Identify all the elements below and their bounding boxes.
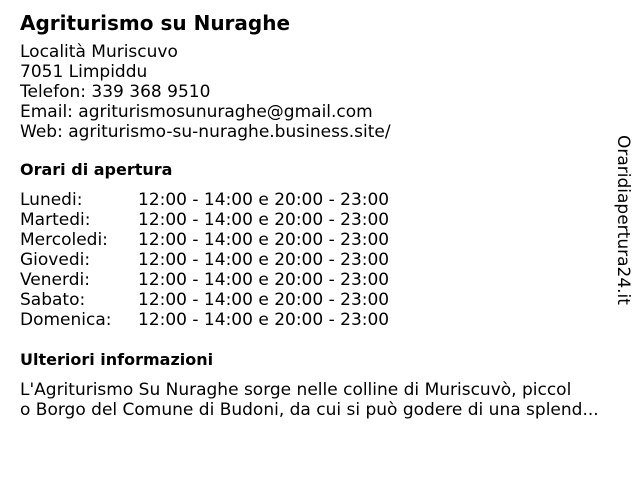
- hours-time: 12:00 - 14:00 e 20:00 - 23:00: [138, 250, 390, 270]
- address-line2: 7051 Limpiddu: [20, 62, 148, 82]
- hours-day: Venerdi:: [20, 270, 90, 290]
- hours-day: Sabato:: [20, 290, 86, 310]
- hours-row: [20, 310, 389, 330]
- hours-day: Domenica:: [20, 310, 112, 330]
- web-line: Web: agriturismo-su-nuraghe.business.site/: [20, 122, 391, 142]
- info-text: L'Agriturismo Su Nuraghe sorge nelle colline di Muriscuvò, piccol o Borgo del Comune di Budoni, da cui si può godere di una splend...: [20, 380, 599, 420]
- address-line1: Località Muriscuvo: [20, 42, 178, 62]
- hours-row: [20, 250, 389, 270]
- email-line: Email: agriturismosunuraghe@gmail.com: [20, 102, 373, 122]
- hours-time: 12:00 - 14:00 e 20:00 - 23:00: [138, 290, 390, 310]
- hours-heading: Orari di apertura: [20, 160, 173, 179]
- hours-table: [20, 190, 389, 330]
- hours-day: Lunedi:: [20, 190, 83, 210]
- hours-row: [20, 230, 389, 250]
- hours-day: Martedi:: [20, 210, 91, 230]
- business-name: Agriturismo su Nuraghe: [20, 11, 291, 35]
- hours-day: Giovedi:: [20, 250, 91, 270]
- business-card: [20, 10, 620, 420]
- hours-time: 12:00 - 14:00 e 20:00 - 23:00: [138, 270, 390, 290]
- info-heading: Ulteriori informazioni: [20, 350, 214, 369]
- phone-line: Telefon: 339 368 9510: [20, 82, 211, 102]
- hours-row: [20, 270, 389, 290]
- hours-time: 12:00 - 14:00 e 20:00 - 23:00: [138, 210, 390, 230]
- hours-row: [20, 210, 389, 230]
- hours-day: Mercoledi:: [20, 230, 108, 250]
- hours-row: [20, 190, 389, 210]
- brand-watermark: Oraridiapertura24.it: [613, 135, 633, 305]
- hours-time: 12:00 - 14:00 e 20:00 - 23:00: [138, 190, 390, 210]
- hours-row: [20, 290, 389, 310]
- hours-time: 12:00 - 14:00 e 20:00 - 23:00: [138, 310, 390, 330]
- hours-time: 12:00 - 14:00 e 20:00 - 23:00: [138, 230, 390, 250]
